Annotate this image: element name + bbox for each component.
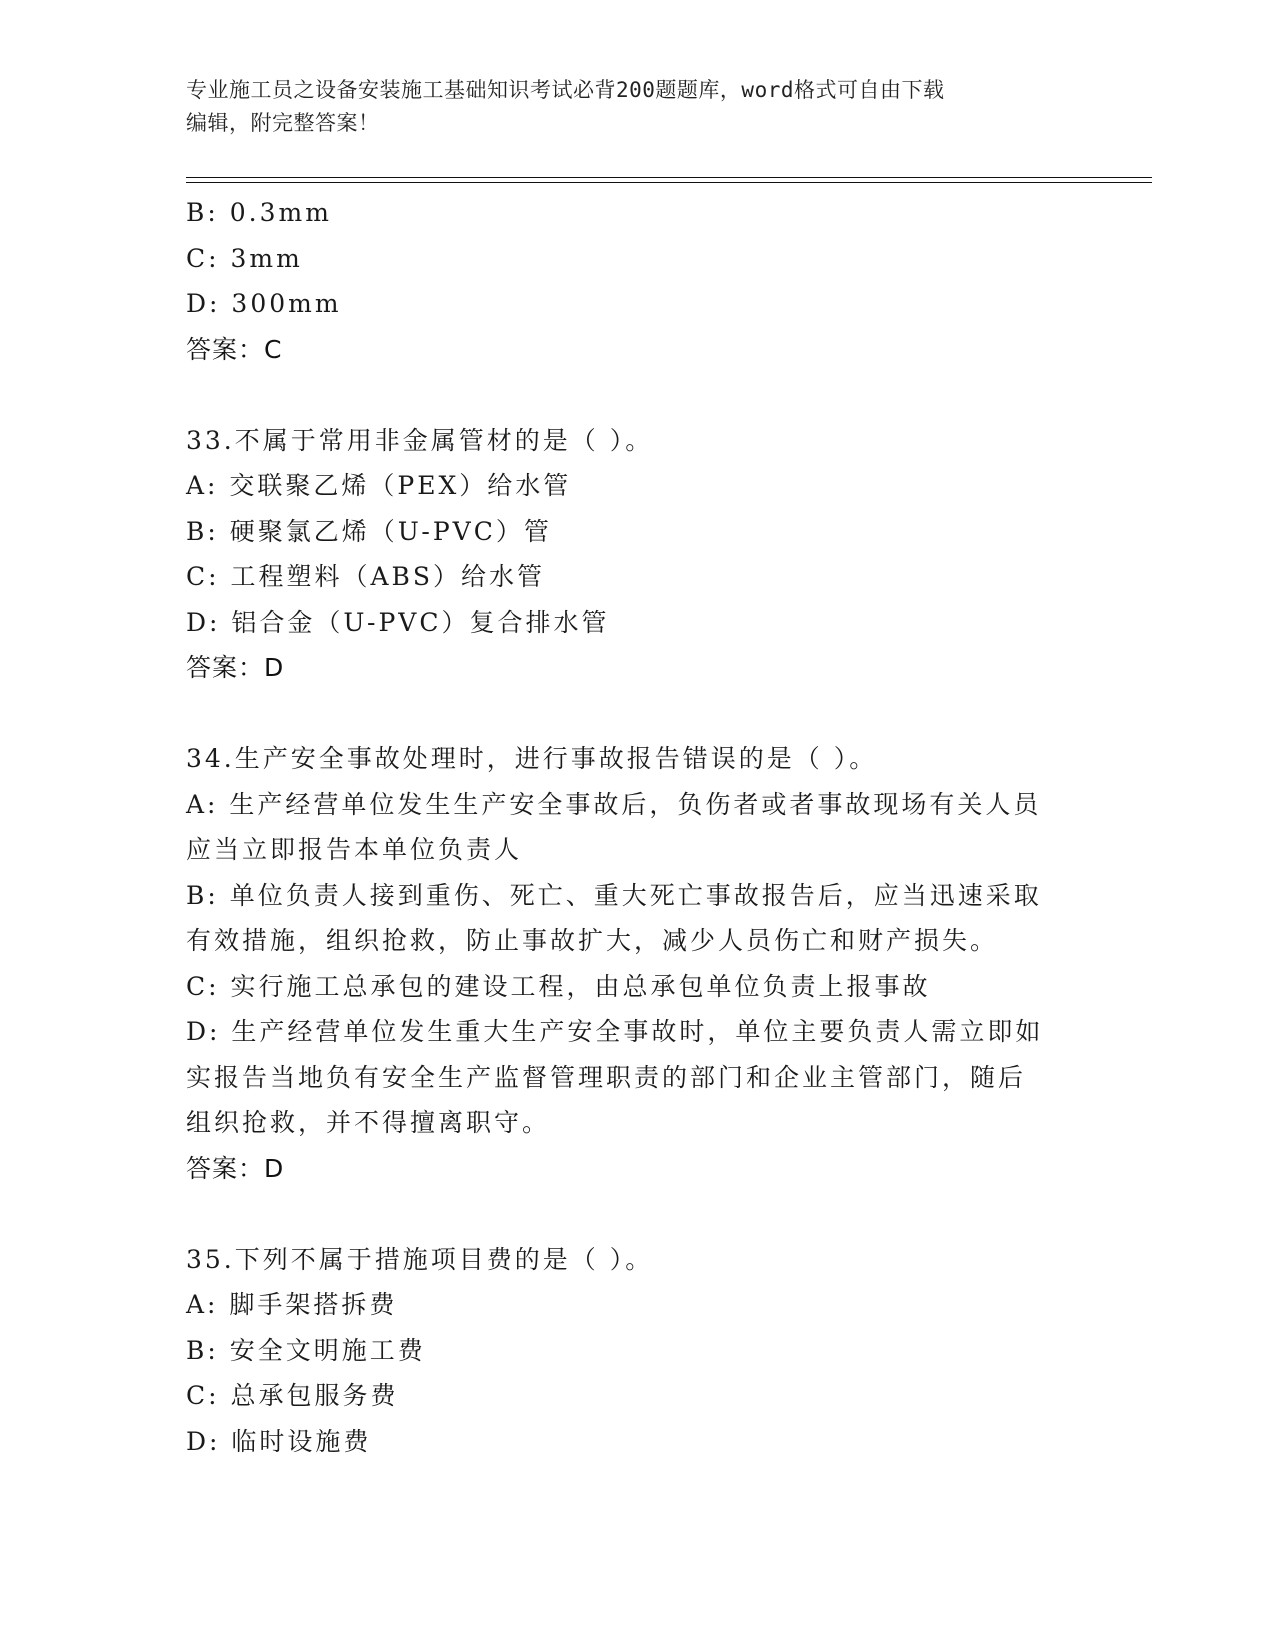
prev-question-block — [186, 190, 1086, 372]
option-line: D: 生产经营单位发生重大生产安全事故时，单位主要负责人需立即如 — [186, 1017, 1044, 1046]
answer-line: 答案：D — [186, 1153, 285, 1183]
option-line-continued: 应当立即报告本单位负责人 — [186, 835, 523, 864]
document-body — [186, 190, 1086, 1464]
option-line: A: 生产经营单位发生生产安全事故后，负伤者或者事故现场有关人员 — [186, 789, 1042, 819]
option-line: A: 交联聚乙烯（PEX）给水管 — [186, 471, 572, 500]
question-34-block — [186, 736, 1086, 1191]
header-divider-top — [186, 177, 1152, 178]
answer-line: 答案：C — [186, 334, 283, 364]
option-line-continued: 有效措施，组织抢救，防止事故扩大，减少人员伤亡和财产损失。 — [186, 926, 999, 955]
question-stem: 33.不属于常用非金属管材的是（ ）。 — [186, 425, 654, 455]
option-line: C: 3mm — [186, 243, 303, 273]
option-line: C: 实行施工总承包的建设工程，由总承包单位负责上报事故 — [186, 971, 931, 1001]
option-line: C: 工程塑料（ABS）给水管 — [186, 562, 546, 591]
option-line: A: 脚手架搭拆费 — [186, 1290, 398, 1319]
option-line: D: 临时设施费 — [186, 1426, 372, 1456]
option-line-continued: 组织抢救，并不得擅离职守。 — [186, 1108, 551, 1137]
option-line: B: 硬聚氯乙烯（U-PVC）管 — [186, 516, 552, 546]
option-line: D: 铝合金（U-PVC）复合排水管 — [186, 607, 610, 637]
option-line: B: 安全文明施工费 — [186, 1335, 426, 1365]
option-line: B: 0.3mm — [186, 198, 332, 227]
answer-line: 答案：D — [186, 653, 285, 682]
question-35-block — [186, 1237, 1086, 1465]
question-stem: 35.下列不属于措施项目费的是（ ）。 — [186, 1244, 654, 1274]
spacer — [186, 691, 1086, 737]
header-divider-bottom — [186, 182, 1152, 183]
option-line: B: 单位负责人接到重伤、死亡、重大死亡事故报告后，应当迅速采取 — [186, 880, 1042, 910]
header-line-2: 编辑，附完整答案！ — [186, 111, 380, 135]
option-line: C: 总承包服务费 — [186, 1381, 399, 1410]
question-33-block — [186, 418, 1086, 691]
question-stem: 34.生产安全事故处理时，进行事故报告错误的是（ ）。 — [186, 744, 878, 773]
header-line-1: 专业施工员之设备安装施工基础知识考试必背200题题库，word格式可自由下载 — [186, 78, 945, 102]
spacer — [186, 1191, 1086, 1237]
document-header — [186, 74, 1066, 140]
option-line-continued: 实报告当地负有安全生产监督管理职责的部门和企业主管部门，随后 — [186, 1062, 1027, 1092]
option-line: D: 300mm — [186, 289, 342, 318]
spacer — [186, 372, 1086, 418]
